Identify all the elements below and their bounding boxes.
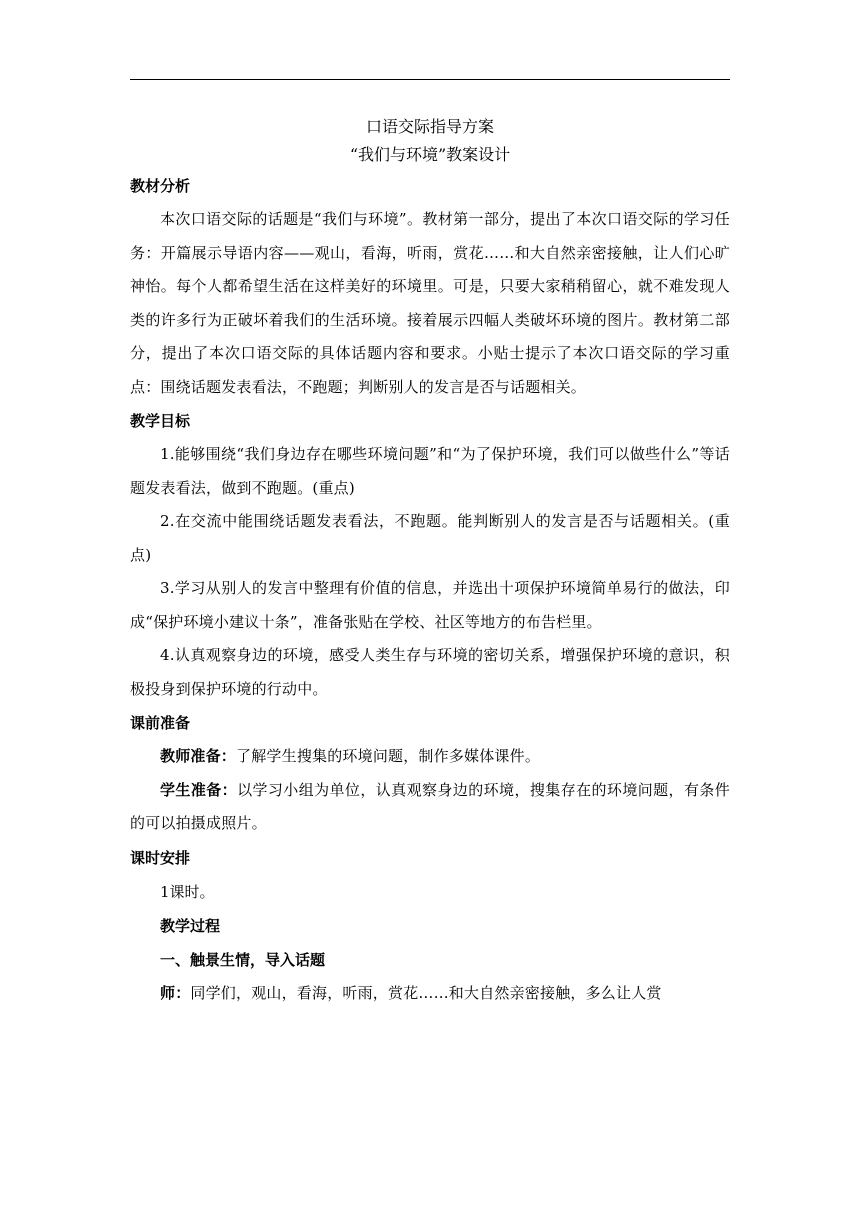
section-heading-goals: 教学目标: [130, 412, 191, 430]
document-subtitle: “我们与环境”教案设计: [349, 145, 511, 164]
teacher-preparation: [130, 740, 730, 774]
teacher-preparation-label: 教师准备：: [160, 747, 237, 765]
process-step-1-heading: 一、触景生情，导入话题: [160, 950, 326, 969]
section-heading-preparation: 课前准备: [130, 714, 191, 732]
goal-item-1: 1.能够围绕“我们身边存在哪些环境问题”和“为了保护环境，我们可以做些什么”等话题发表看法，做到不跑题。(重点): [130, 445, 730, 497]
document-body: [130, 109, 730, 1010]
document-title: 口语交际指导方案: [365, 117, 494, 136]
header-rule: [130, 79, 730, 80]
goal-item-2: 2.在交流中能围绕话题发表看法，不跑题。能判断别人的发言是否与话题相关。(重点): [130, 512, 730, 564]
teacher-speech-label: 师：: [160, 983, 191, 1002]
goal-item-3: 3.学习从别人的发言中整理有价值的信息，并选出十项保护环境简单易行的做法，印成“保护环境小建议十条”，准备张贴在学校、社区等地方的布告栏里。: [130, 579, 730, 631]
section-heading-process: 教学过程: [160, 916, 221, 935]
teacher-preparation-text: 了解学生搜集的环境问题，制作多媒体课件。: [236, 747, 541, 765]
analysis-paragraph: 本次口语交际的话题是“我们与环境”。教材第一部分，提出了本次口语交际的学习任务：开篇展示导语内容——观山，看海，听雨，赏花……和大自然亲密接触，让人们心旷神怡。每个人都希望生活在这样美好的环境里。可是，只要大家稍稍留心，就不难发现人类的许多行为正破坏着我们的生活环境。接着展示四幅人类破坏环境的图片。教材第二部分，提出了本次口语交际的具体话题内容和要求。小贴士提示了本次口语交际的学习重点：围绕话题发表看法，不跑题；判断别人的发言是否与话题相关。: [130, 210, 730, 396]
teacher-speech-text: 同学们，观山，看海，听雨，赏花……和大自然亲密接触，多么让人赏: [190, 983, 662, 1002]
schedule-text: 1课时。: [160, 882, 215, 901]
teacher-speech: [130, 977, 730, 1011]
section-heading-schedule: 课时安排: [130, 848, 191, 867]
student-preparation-label: 学生准备：: [160, 780, 238, 799]
section-heading-analysis: 教材分析: [130, 177, 191, 195]
student-preparation: [130, 774, 730, 841]
student-preparation-text: 以学习小组为单位，认真观察身边的环境，搜集存在的环境问题，有条件的可以拍摄成照片。: [130, 780, 730, 832]
goal-item-4: 4.认真观察身边的环境，感受人类生存与环境的密切关系，增强保护环境的意识，积极投身到保护环境的行动中。: [130, 646, 730, 698]
